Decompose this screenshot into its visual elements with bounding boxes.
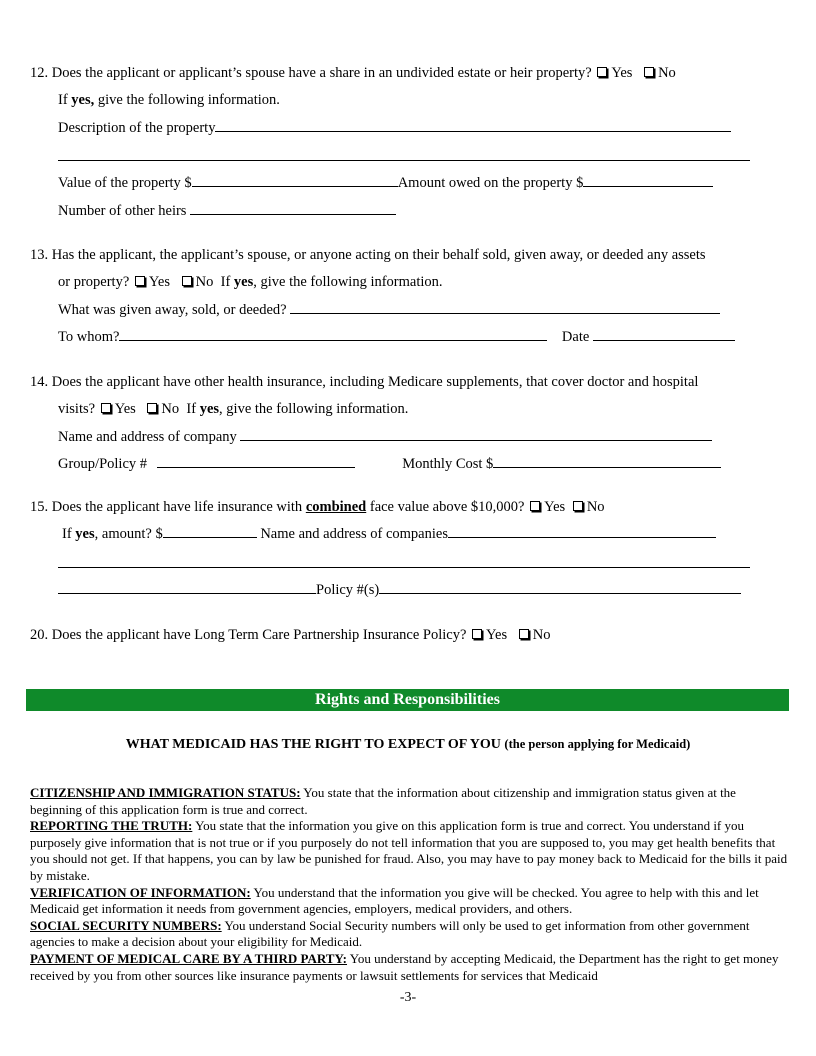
rights-text: You state that the information about citizenship and immigration status given at the beginning of this application form is true and correct. [30, 785, 736, 817]
section-heading-sub: (the person applying for Medicaid) [504, 737, 691, 751]
q12-heirs-label: Number of other heirs [58, 202, 187, 219]
q13-if-yes-rest: , give the following information. [253, 274, 443, 291]
q20-yes-label: Yes [486, 627, 508, 643]
rights-responsibilities-banner: Rights and Responsibilities [26, 689, 789, 711]
q15-if-yes-bold: yes [75, 526, 95, 543]
q13-whom-field[interactable] [119, 325, 547, 341]
rights-text: You state that the information you give on this application form is true and correct. You understand if you purposely give information that is not true or if you purposely do not tell information that you are supposed to, you may get health benefits that you should not get. If that happens, you can by law be punished for fraud. Also, you may have to pay money back to Medicaid for the bills it paid by mistake. [30, 818, 788, 883]
q12-heirs-field[interactable] [190, 199, 396, 215]
q13-no-label: No [195, 274, 214, 291]
q13-line2-prefix: or property? [58, 274, 130, 291]
q15-text-a: 15. Does the applicant have life insurance with [30, 499, 306, 515]
rights-item-verification [30, 885, 788, 918]
q12-yes-checkbox[interactable] [597, 67, 607, 77]
q15-companies-field[interactable] [448, 522, 716, 538]
rights-item-ssn [30, 918, 788, 951]
q12-owed-field[interactable] [583, 171, 713, 187]
q14-company-field[interactable] [240, 425, 712, 441]
rights-term: REPORTING THE TRUTH: [30, 818, 193, 834]
q15-no-checkbox[interactable] [573, 501, 583, 511]
q13-whom-label: To whom? [58, 329, 120, 346]
q15-amount-field[interactable] [163, 522, 257, 538]
q12-owed-label: Amount owed on the property $ [397, 175, 584, 192]
q13-date-label: Date [561, 329, 590, 346]
q12-no-label: No [658, 65, 676, 81]
q13-no-checkbox[interactable] [182, 276, 192, 286]
rights-item-third-party [30, 951, 788, 984]
q15-policy-label: Policy #(s) [316, 581, 380, 598]
q20-no-checkbox[interactable] [519, 629, 529, 639]
q12-yes-label: Yes [611, 65, 633, 81]
q14-company-label: Name and address of company [58, 428, 237, 445]
q12-no-checkbox[interactable] [644, 67, 654, 77]
q14-cost-field[interactable] [493, 452, 721, 468]
q20-no-label: No [532, 627, 551, 643]
q20-text: 20. Does the applicant have Long Term Care Partnership Insurance Policy? [30, 627, 467, 643]
q15-text-b: face value above $10,000? [366, 499, 525, 515]
q14-no-checkbox[interactable] [147, 403, 157, 413]
q13-date-field[interactable] [593, 325, 735, 341]
q14-if-yes-prefix: If [186, 401, 200, 418]
q14-group-label: Group/Policy # [58, 456, 148, 473]
q14-yes-label: Yes [114, 401, 136, 418]
q14-line2-prefix: visits? [58, 401, 96, 418]
question-20 [30, 622, 750, 649]
rights-text: You understand that the information you give will be checked. You agree to help with this and let Medicaid get information it needs from government agencies, employers, medical providers, and others. [30, 884, 759, 917]
rights-item-reporting [30, 818, 788, 884]
q20-yes-checkbox[interactable] [472, 629, 482, 639]
rights-text: You understand by accepting Medicaid, the Department has the right to get money received by you from other sources like insurance payments or lawsuit settlements for services that Medicaid [30, 950, 779, 983]
section-heading [0, 737, 816, 753]
q15-amount-label: , amount? $ [94, 526, 163, 543]
question-12 [30, 60, 750, 225]
rights-term: SOCIAL SECURITY NUMBERS: [30, 917, 222, 933]
q12-description-field[interactable] [215, 116, 731, 132]
q14-group-field[interactable] [157, 452, 355, 468]
q12-value-field[interactable] [192, 171, 398, 187]
q15-text-bold: combined [305, 499, 367, 515]
section-heading-main: WHAT MEDICAID HAS THE RIGHT TO EXPECT OF YOU [125, 737, 501, 752]
question-13 [30, 242, 750, 352]
q13-yes-checkbox[interactable] [135, 276, 145, 286]
q12-if-yes-bold: yes, [71, 92, 95, 109]
q12-if-yes-rest: give the following information. [94, 92, 280, 109]
q14-if-yes-bold: yes [199, 401, 220, 418]
q15-policy-field[interactable] [379, 578, 741, 594]
question-14 [30, 369, 750, 479]
q13-what-field[interactable] [290, 298, 720, 314]
q12-text: 12. Does the applicant or applicant’s spouse have a share in an undivided estate or heir property? [30, 65, 592, 81]
q12-value-label: Value of the property $ [58, 175, 192, 192]
rights-term: PAYMENT OF MEDICAL CARE BY A THIRD PARTY: [30, 950, 348, 966]
q12-description-field-line2[interactable] [58, 142, 750, 161]
q15-if-yes-prefix: If [62, 526, 76, 543]
rights-text: You understand Social Security numbers will only be used to get information from other government agencies to make a decision about your eligibility for Medicaid. [30, 917, 750, 950]
q15-no-label: No [586, 499, 605, 515]
rights-list [30, 785, 788, 984]
rights-term: VERIFICATION OF INFORMATION: [30, 884, 251, 900]
q13-yes-label: Yes [148, 274, 170, 291]
question-15 [30, 494, 750, 604]
q15-companies-field-line2[interactable] [58, 549, 750, 568]
q13-if-yes-bold: yes [233, 274, 254, 291]
q13-text: 13. Has the applicant, the applicant’s spouse, or anyone acting on their behalf sold, given away, or deeded any assets [30, 247, 706, 263]
rights-term: CITIZENSHIP AND IMMIGRATION STATUS: [30, 785, 301, 800]
q15-companies-label: Name and address of companies [260, 526, 448, 543]
q13-what-label: What was given away, sold, or deeded? [58, 301, 287, 318]
q14-if-yes-rest: , give the following information. [219, 401, 409, 418]
page-number: -3- [399, 990, 417, 1005]
rights-item-citizenship [30, 785, 788, 818]
q14-cost-label: Monthly Cost $ [402, 456, 494, 473]
q13-if-yes-prefix: If [220, 274, 234, 291]
q14-no-label: No [161, 401, 180, 418]
q12-description-label: Description of the property [58, 119, 216, 136]
q12-if-yes-prefix: If [58, 92, 72, 109]
q15-yes-checkbox[interactable] [530, 501, 540, 511]
q14-text: 14. Does the applicant have other health insurance, including Medicare supplements, that cover doctor and hospital [30, 374, 699, 390]
q14-yes-checkbox[interactable] [101, 403, 111, 413]
q15-companies-field-line3[interactable] [58, 578, 316, 594]
q15-yes-label: Yes [544, 499, 566, 515]
